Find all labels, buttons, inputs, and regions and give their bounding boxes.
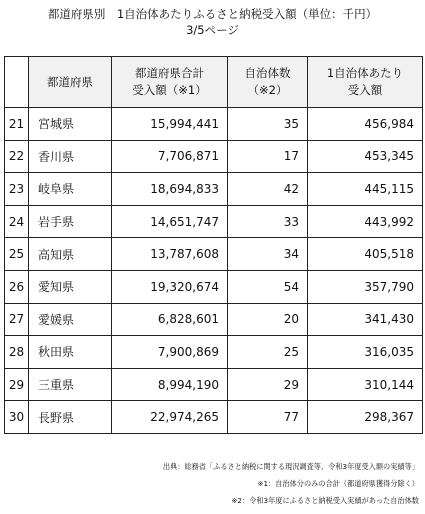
table-row [5,108,423,141]
total-cell: 18,694,833 [112,173,228,206]
count-cell: 34 [228,238,308,271]
per-cell: 341,430 [308,303,423,336]
rank-cell: 23 [5,173,29,206]
pref-cell: 岐阜県 [29,173,112,206]
pref-header: 都道府県 [29,57,112,108]
count-header: 自治体数 （※2） [228,57,308,108]
total-cell: 7,706,871 [112,140,228,173]
pref-cell: 香川県 [29,140,112,173]
total-header: 都道府県合計 受入額（※1） [112,57,228,108]
count-cell: 77 [228,401,308,434]
footnote-2: ※2：令和3年度にふるさと納税受入実績があった自治体数 [231,496,419,505]
rank-cell: 26 [5,270,29,303]
table-row [5,368,423,401]
table-row [5,336,423,369]
pref-cell: 高知県 [29,238,112,271]
table-row [5,270,423,303]
table-row [5,173,423,206]
rank-cell: 28 [5,336,29,369]
per-cell: 456,984 [308,108,423,141]
rank-cell: 24 [5,205,29,238]
count-cell: 35 [228,108,308,141]
per-cell: 443,992 [308,205,423,238]
count-cell: 54 [228,270,308,303]
pref-cell: 秋田県 [29,336,112,369]
count-cell: 20 [228,303,308,336]
pref-cell: 愛知県 [29,270,112,303]
pref-cell: 長野県 [29,401,112,434]
footnotes [163,458,419,509]
title-line: 都道府県別 1自治体あたりふるさと納税受入額（単位：千円） [47,7,378,21]
header-row [5,57,423,108]
source-note: 出典：総務省「ふるさと納税に関する現況調査等、令和3年度受入額の実績等」 [162,462,419,471]
rank-cell: 25 [5,238,29,271]
total-cell: 6,828,601 [112,303,228,336]
table-row [5,303,423,336]
table-row [5,205,423,238]
total-cell: 19,320,674 [112,270,228,303]
per-cell: 405,518 [308,238,423,271]
total-cell: 15,994,441 [112,108,228,141]
rank-cell: 21 [5,108,29,141]
rank-cell: 29 [5,368,29,401]
pref-cell: 三重県 [29,368,112,401]
table-row [5,140,423,173]
rank-cell: 22 [5,140,29,173]
footnote-1: ※1：自治体分のみの合計（都道府県獲得分除く） [257,479,419,488]
rank-cell: 27 [5,303,29,336]
per-header: 1自治体あたり 受入額 [308,57,423,108]
pref-cell: 宮城県 [29,108,112,141]
per-cell: 298,367 [308,401,423,434]
rank-header [5,57,29,108]
per-cell: 316,035 [308,336,423,369]
count-cell: 17 [228,140,308,173]
pref-cell: 岩手県 [29,205,112,238]
total-cell: 8,994,190 [112,368,228,401]
rank-cell: 30 [5,401,29,434]
total-cell: 14,651,747 [112,205,228,238]
count-cell: 42 [228,173,308,206]
total-cell: 22,974,265 [112,401,228,434]
count-cell: 25 [228,336,308,369]
pref-cell: 愛媛県 [29,303,112,336]
per-cell: 310,144 [308,368,423,401]
table-row [5,401,423,434]
per-cell: 445,115 [308,173,423,206]
total-cell: 7,900,869 [112,336,228,369]
per-cell: 453,345 [308,140,423,173]
total-cell: 13,787,608 [112,238,228,271]
count-cell: 33 [228,205,308,238]
table-row [5,238,423,271]
ranking-table [4,56,423,434]
page-title [0,6,425,38]
per-cell: 357,790 [308,270,423,303]
page-indicator: 3/5ページ [186,23,239,37]
count-cell: 29 [228,368,308,401]
